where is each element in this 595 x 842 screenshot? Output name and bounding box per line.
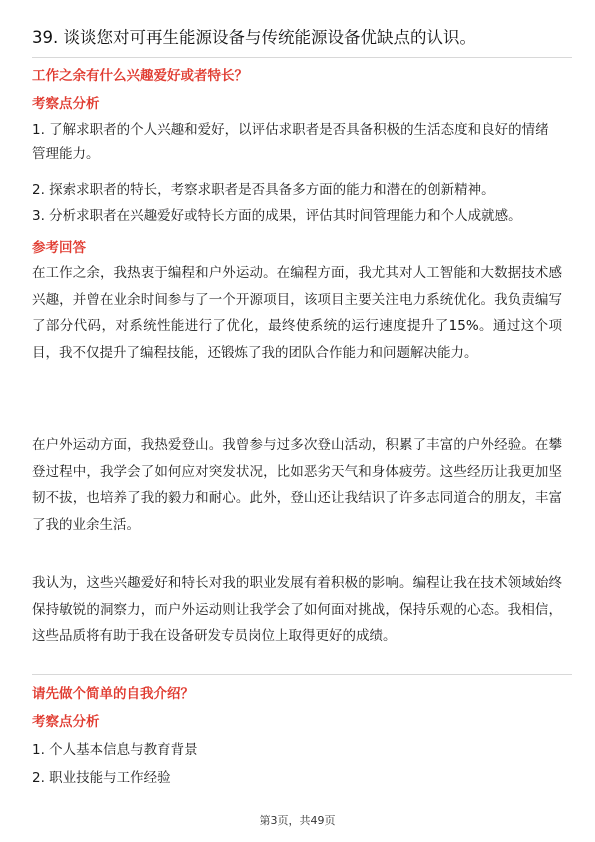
interview-question: 工作之余有什么兴趣爱好或者特长？ xyxy=(32,68,248,84)
interview-question: 请先做个简单的自我介绍？ xyxy=(32,686,194,702)
section-divider xyxy=(32,57,572,58)
analysis-item: 1. 个人基本信息与教育背景 xyxy=(32,742,198,758)
answer-heading: 参考回答 xyxy=(32,240,86,256)
analysis-heading: 考察点分析 xyxy=(32,96,100,112)
analysis-heading: 考察点分析 xyxy=(32,714,100,730)
page-number: 第3页，共49页 xyxy=(259,814,336,827)
analysis-item: 1. 了解求职者的个人兴趣和爱好，以评估求职者是否具备积极的生活态度和良好的情绪管理能力。 xyxy=(32,122,549,162)
analysis-item: 3. 分析求职者在兴趣爱好或特长方面的成果，评估其时间管理能力和个人成就感。 xyxy=(32,208,522,224)
answer-paragraph: 在工作之余，我热衷于编程和户外运动。在编程方面，我尤其对人工智能和大数据技术感兴趣，并曾在业余时间参与了一个开源项目，该项目主要关注电力系统优化。我负责编写了部分代码，对系统性能进行了优化，最终使系统的运行速度提升了15%。通过这个项目，我不仅提升了编程技能，还锻炼了我的团队合作能力和问题解决能力。 xyxy=(32,265,562,361)
question-title: 39. 谈谈您对可再生能源设备与传统能源设备优缺点的认识。 xyxy=(32,28,476,47)
analysis-item: 2. 职业技能与工作经验 xyxy=(32,770,171,786)
analysis-item: 2. 探索求职者的特长，考察求职者是否具备多方面的能力和潜在的创新精神。 xyxy=(32,182,495,198)
answer-paragraph: 我认为，这些兴趣爱好和特长对我的职业发展有着积极的影响。编程让我在技术领域始终保持敏锐的洞察力，而户外运动则让我学会了如何面对挑战，保持乐观的心态。我相信，这些品质将有助于我在设备研发专员岗位上取得更好的成绩。 xyxy=(32,575,562,644)
answer-paragraph: 在户外运动方面，我热爱登山。我曾参与过多次登山活动，积累了丰富的户外经验。在攀登过程中，我学会了如何应对突发状况，比如恶劣天气和身体疲劳。这些经历让我更加坚韧不拔，也培养了我的毅力和耐心。此外，登山还让我结识了许多志同道合的朋友，丰富了我的业余生活。 xyxy=(32,437,562,533)
section-divider xyxy=(32,674,572,675)
